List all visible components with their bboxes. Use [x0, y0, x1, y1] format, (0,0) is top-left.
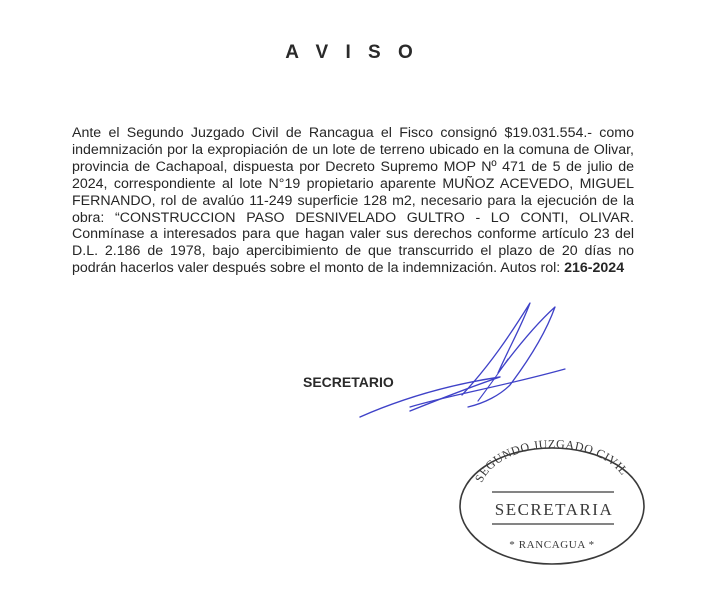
case-number: 216-2024 [564, 260, 625, 277]
notice-body [72, 125, 634, 277]
seal-bottom-text: * RANCAGUA * [509, 539, 595, 551]
handwritten-signature [350, 295, 580, 430]
signature-stroke-2 [462, 303, 555, 407]
court-seal [452, 440, 652, 570]
notice-paragraph: Ante el Segundo Juzgado Civil de Rancagua el Fisco consignó $19.031.554.- como indemnización por la expropiación de un lote de terreno ubicado en la comuna de Olivar, provincia de Cachapoal, dispuesta por Decreto Supremo MOP Nº 471 de 5 de julio de 2024, correspondiente al lote N°19 propietario aparente MUÑOZ ACEVEDO, MIGUEL FERNANDO, rol de avalúo 11-249 superficie 128 m2, necesario para la ejecución de la obra: “CONSTRUCCION PASO DESNIVELADO GULTRO - LO CONTI, OLIVAR. Conmínase a interesados para que hagan valer sus derechos conforme artículo 23 del D.L. 2.186 de 1978, bajo apercibimiento de que transcurrido el plazo de 20 días no podrán hacerlos valer después sobre el monto de la indemnización. Autos rol: [72, 125, 634, 277]
signer-title: SECRETARIO [303, 374, 394, 390]
notice-title: A V I S O [285, 42, 419, 63]
seal-top-text: SEGUNDO JUZGADO CIVIL [471, 440, 632, 485]
seal-center-text: SECRETARIA [494, 500, 614, 519]
